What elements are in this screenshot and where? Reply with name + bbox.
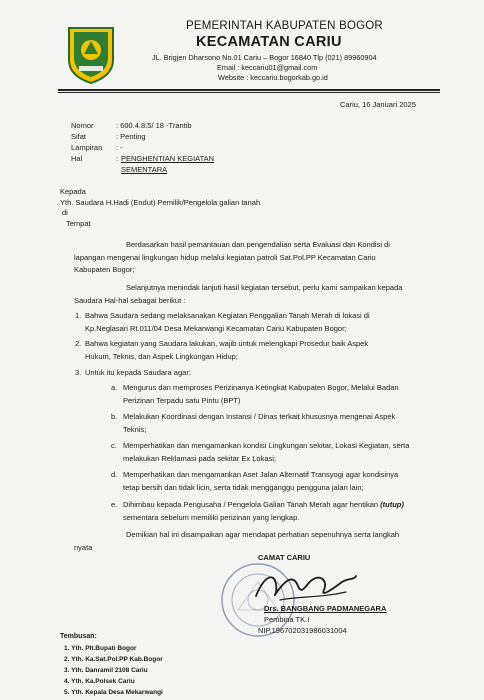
item-1-number: 1. xyxy=(75,311,82,320)
letterhead-email: Email : keccariu01@gmail.com xyxy=(217,63,318,72)
item-3a-letter: a. xyxy=(111,383,118,392)
lampiran-value: : - xyxy=(116,143,123,152)
sifat-value: : Penting xyxy=(116,132,146,141)
item-3e-tutup: (tutup) xyxy=(380,500,404,509)
signatory-rank: Pembina TK.I xyxy=(264,615,310,624)
recipient-tempat: Tempat xyxy=(66,219,91,228)
hal-label: Hal xyxy=(71,154,83,163)
recipient-name: Yth. Saudara H.Hadi (Endut) Pemilik/Pengelola galian tanah xyxy=(60,198,261,207)
item-2-line1: Bahwa kegiatan yang Saudara lakukan, wajib untuk melengkapi Prosedur baik Aspek xyxy=(85,339,369,348)
body-p1-line2: lapangan mengenai lingkungan hidup melalui kegiatan patroli Sat.Pol.PP Kecamatan Cariu xyxy=(74,253,376,262)
signature-title: CAMAT CARIU xyxy=(258,553,311,562)
item-3e-line1-text: Dihimbau kepada Pengusaha / Pengelola Galian Tanah Merah agar hentikan xyxy=(123,500,381,509)
body-p2-line1: Selanjutnya menindak lanjuti hasil kegiatan tersebut, perlu kami sampaikan kepada xyxy=(126,283,403,292)
body-p1-line1: Berdasarkan hasil pemantauan dan pengendalian serta Evaluasi dan Kondisi di xyxy=(126,240,390,249)
tembusan-title: Tembusan: xyxy=(60,633,97,640)
tembusan-item: 5. Yth. Kepala Desa Mekarwangi xyxy=(64,689,163,696)
item-3b-line2: Teknis; xyxy=(123,425,147,434)
item-3-line1: Untuk itu kepada Saudara agar: xyxy=(85,368,191,377)
recipient-kepada: Kepada xyxy=(60,187,86,196)
tembusan-item: 3. Yth. Danramil 2108 Cariu xyxy=(64,667,148,674)
tembusan-item: 2. Yth. Ka.Sat.Pol.PP Kab.Bogor xyxy=(64,656,163,663)
sifat-label: Sifat xyxy=(71,132,87,141)
item-3b-letter: b. xyxy=(111,412,118,421)
nomor-value: : 600.4.8.5/ 18 -Trantib xyxy=(116,121,192,130)
letterhead-address: JL. Brigjen Dharsono No.01 Cariu – Bogor 16840 Tlp (021) 89960904 xyxy=(152,53,377,62)
letterhead-rule-thin xyxy=(58,92,440,93)
item-3e-line2: sementara sebelum memiliki perizinan yang lengkap. xyxy=(123,513,300,522)
item-1-line1: Bahwa Saudara sedang melaksanakan Kegiatan Penggalian Tanah Merah di lokasi di xyxy=(85,311,370,320)
body-p1-line3: Kabupaten Bogor; xyxy=(74,265,135,274)
signatory-name: Drs. BANGBANG PADMANEGARA xyxy=(264,604,387,613)
item-3c-line2: melakukan Reklamasi pada sekitar Ex Lokasi; xyxy=(123,454,276,463)
hal-value-line2: SEMENTARA xyxy=(121,165,168,174)
hal-value-line1: PENGHENTIAN KEGIATAN xyxy=(121,154,215,163)
item-3d-line2: tetap bersih dan tidak licin, serta tidak mengganggu pengguna jalan lain; xyxy=(123,483,364,492)
item-3e-line1 xyxy=(123,500,404,509)
item-3c-line1: Memperhatikan dan mengamankan kondisi Lingkungan sekitar, Lokasi Kegiatan, serta xyxy=(123,441,410,450)
recipient-di: di xyxy=(62,208,68,217)
letterhead-rule-thick xyxy=(58,89,440,91)
signatory-nip: NIP.196702031986031004 xyxy=(258,626,347,635)
item-1-line2: Kp.Neglasari Rt.011/04 Desa Mekarwangi Kecamatan Cariu Kabupaten Bogor; xyxy=(85,324,347,333)
item-3-number: 3. xyxy=(75,368,82,377)
item-2-number: 2. xyxy=(75,339,82,348)
nomor-label: Nomor xyxy=(71,121,94,130)
handwritten-signature xyxy=(250,566,360,608)
letterhead-kecamatan: KECAMATAN CARIU xyxy=(196,34,342,50)
letterhead-website: Website : keccariu.bogorkab.go.id xyxy=(218,73,328,82)
closing-line2: nyata xyxy=(74,543,93,552)
item-3b-line1: Melakukan Koordinasi dengan Instansi / Dinas terkait khususnya mengenai Aspek xyxy=(123,412,396,421)
item-3a-line2: Perizinan Terpadu satu Pintu (BPT) xyxy=(123,396,241,405)
tembusan-item: 4. Yth. Ka.Polsek Cariu xyxy=(64,678,135,685)
kabupaten-bogor-logo xyxy=(66,26,116,84)
lampiran-label: Lampiran xyxy=(71,143,103,152)
item-3a-line1: Mengurus dan memproses Perizinanya Ketingkat Kabupaten Bogor, Melalui Badan xyxy=(123,383,399,392)
item-3c-letter: c. xyxy=(111,441,117,450)
item-3d-line1: Memperhatikan dan mengamankan Aset Jalan Alternatif Transyogi agar kondisinya xyxy=(123,470,399,479)
letterhead-government: PEMERINTAH KABUPATEN BOGOR xyxy=(186,20,383,32)
body-p2-line2: Saudara Hal-hal sebagai berikut : xyxy=(74,296,186,305)
letter-date: Cariu, 16 Januari 2025 xyxy=(340,100,416,109)
tembusan-item: 1. Yth. Plt.Bupati Bogor xyxy=(64,645,137,652)
item-3e-letter: e. xyxy=(111,500,118,509)
item-2-line2: Hukum, Teknis, dan Aspek Lingkungan Hidup; xyxy=(85,352,238,361)
hal-colon: : xyxy=(116,154,119,163)
item-3d-letter: d. xyxy=(111,470,118,479)
closing-line1: Demikian hal ini disampaikan agar mendapat perhatian sepenuhnya serta langkah xyxy=(126,530,400,539)
